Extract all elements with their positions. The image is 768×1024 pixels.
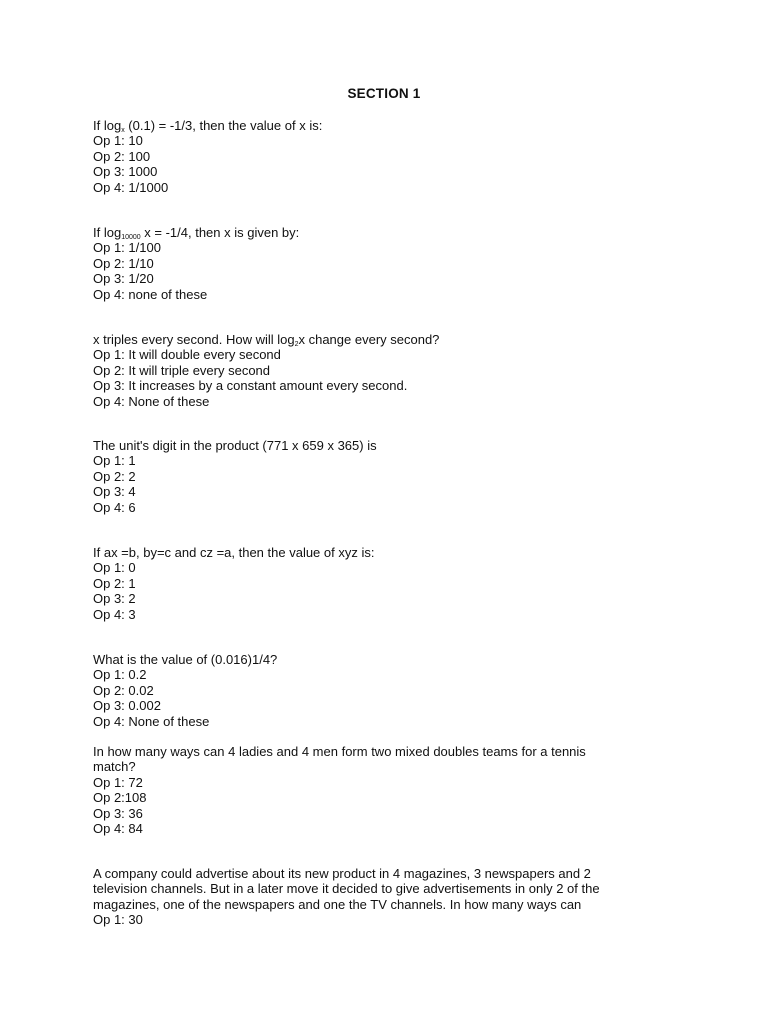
question-text-line: A company could advertise about its new product in 4 magazines, 3 newspapers and 2 [93, 866, 591, 881]
option-4: Op 4: 3 [93, 606, 136, 622]
option-4: Op 4: 1/1000 [93, 179, 169, 195]
question-text-part: x change every second? [298, 332, 440, 347]
question-6 [93, 652, 668, 729]
section-title: SECTION 1 [347, 86, 421, 101]
option-2: Op 2: 1/10 [93, 255, 154, 271]
question-text-part: x triples every second. How will log [93, 332, 295, 347]
log-base-subscript: 2 [294, 341, 299, 348]
question-text-part: x = -1/4, then x is given by: [140, 225, 300, 240]
option-2: Op 2: 0.02 [93, 682, 154, 698]
question-text-part: If log [93, 118, 122, 133]
question-text: The unit's digit in the product (771 x 659 x 365) is [93, 438, 377, 453]
option-4: Op 4: None of these [93, 393, 210, 409]
question-text [93, 118, 668, 133]
question-3 [93, 332, 668, 409]
option-3: Op 3: 0.002 [93, 698, 161, 714]
option-1: Op 1: 10 [93, 133, 143, 149]
question-7 [93, 744, 668, 836]
option-4: Op 4: 84 [93, 821, 143, 837]
option-3: Op 3: 2 [93, 591, 136, 607]
option-3: Op 3: 1000 [93, 164, 158, 180]
log-base-subscript: 10000 [121, 234, 141, 241]
question-text [93, 332, 668, 347]
option-3: Op 3: 1/20 [93, 271, 154, 287]
question-text-line: magazines, one of the newspapers and one the TV channels. In how many ways can [93, 896, 582, 912]
question-text-line: television channels. But in a later move it decided to give advertisements in only 2 of the [93, 881, 600, 897]
question-1 [93, 118, 668, 195]
option-1: Op 1: 0 [93, 560, 136, 576]
question-text-part: If log [93, 225, 122, 240]
option-1: Op 1: It will double every second [93, 347, 281, 363]
option-3: Op 3: 36 [93, 805, 143, 821]
question-text: What is the value of (0.016)1/4? [93, 652, 278, 667]
option-1: Op 1: 1 [93, 453, 136, 469]
option-1: Op 1: 1/100 [93, 240, 161, 256]
option-1: Op 1: 72 [93, 774, 143, 790]
option-4: Op 4: none of these [93, 286, 208, 302]
option-3: Op 3: It increases by a constant amount every second. [93, 378, 408, 394]
log-base-subscript: x [121, 127, 125, 134]
option-2: Op 2: It will triple every second [93, 362, 271, 378]
question-text [93, 225, 668, 240]
option-1: Op 1: 30 [93, 912, 143, 928]
question-text-line: In how many ways can 4 ladies and 4 men form two mixed doubles teams for a tennis [93, 744, 586, 759]
option-3: Op 3: 4 [93, 484, 136, 500]
question-text-line: match? [93, 759, 136, 775]
option-2: Op 2:108 [93, 790, 147, 806]
option-4: Op 4: None of these [93, 713, 210, 729]
question-text: If ax =b, by=c and cz =a, then the value of xyz is: [93, 545, 375, 560]
option-2: Op 2: 1 [93, 575, 136, 591]
option-2: Op 2: 2 [93, 468, 136, 484]
question-4 [93, 438, 668, 515]
question-5 [93, 545, 668, 622]
question-2 [93, 225, 668, 302]
option-2: Op 2: 100 [93, 148, 151, 164]
option-4: Op 4: 6 [93, 499, 136, 515]
question-text-part: (0.1) = -1/3, then the value of x is: [124, 118, 323, 133]
option-1: Op 1: 0.2 [93, 667, 147, 683]
question-8 [93, 866, 668, 928]
